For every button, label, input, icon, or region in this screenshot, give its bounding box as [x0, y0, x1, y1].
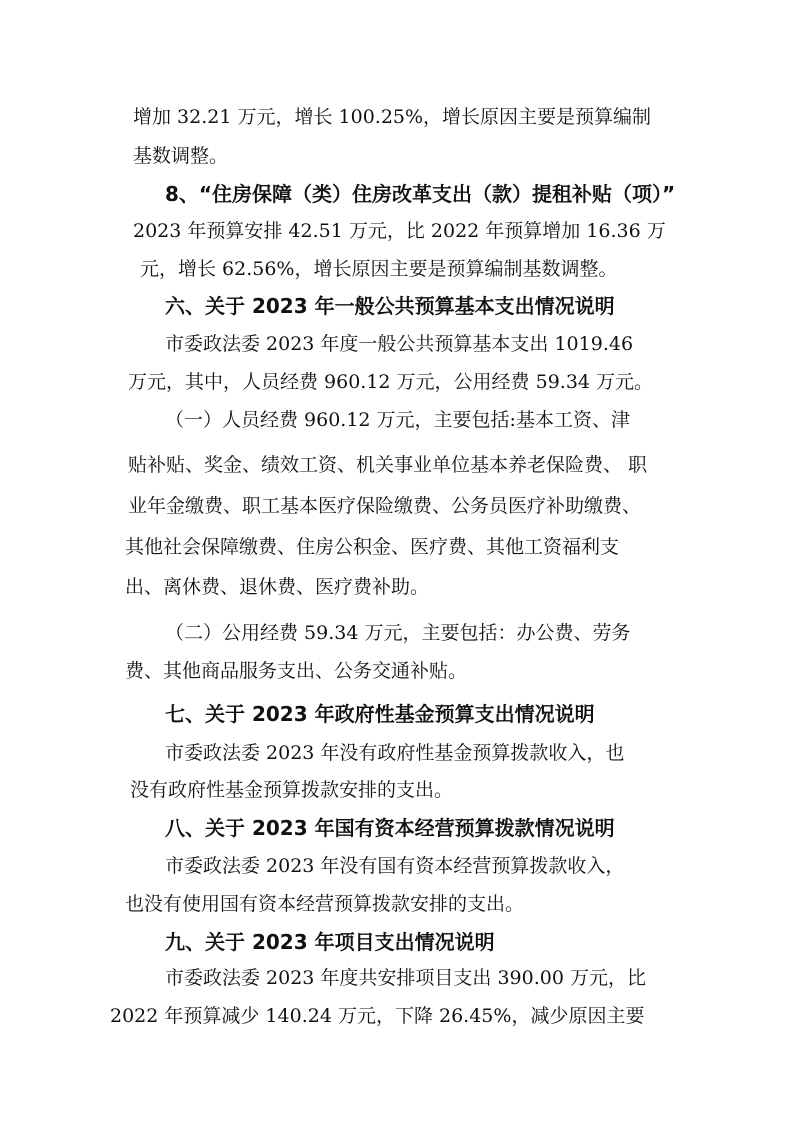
section-heading: 六、关于 2023 年一般公共预算基本支出情况说明 [165, 294, 615, 318]
paragraph-line: 也没有使用国有资本经营预算拨款安排的支出。 [125, 893, 525, 915]
paragraph-line: 业年金缴费、职工基本医疗保险缴费、公务员医疗补助缴费、 [128, 495, 642, 517]
paragraph-line: 2022 年预算减少 140.24 万元，下降 26.45%，减少原因主要 [110, 1005, 645, 1027]
section-heading: 八、关于 2023 年国有资本经营预算拨款情况说明 [165, 816, 615, 840]
paragraph-line: 出、离休费、退休费、医疗费补助。 [125, 576, 430, 598]
paragraph-line: 增加 32.21 万元，增长 100.25%，增长原因主要是预算编制 [133, 106, 652, 128]
paragraph-line: 贴补贴、奖金、绩效工资、机关事业单位基本养老保险费、 职 [128, 454, 648, 476]
section-heading: 七、关于 2023 年政府性基金预算支出情况说明 [165, 702, 595, 726]
paragraph-line: 市委政法委 2023 年没有国有资本经营预算拨款收入， [165, 855, 625, 877]
section-heading: 8、“住房保障（类）住房改革支出（款）提租补贴（项）” [165, 182, 676, 206]
section-heading: 九、关于 2023 年项目支出情况说明 [165, 930, 495, 954]
paragraph-line: 市委政法委 2023 年度一般公共预算基本支出 1019.46 [165, 333, 634, 355]
paragraph-line: 市委政法委 2023 年没有政府性基金预算拨款收入，也 [165, 742, 625, 764]
paragraph-line: 其他社会保障缴费、住房公积金、医疗费、其他工资福利支 [125, 536, 620, 558]
paragraph-line: 元，增长 62.56%，增长原因主要是预算编制基数调整。 [140, 258, 618, 280]
paragraph-line: （二）公用经费 59.34 万元，主要包括：办公费、劳务 [165, 622, 631, 644]
paragraph-line: 费、其他商品服务支出、公务交通补贴。 [125, 660, 468, 682]
paragraph-line: 基数调整。 [133, 145, 229, 167]
paragraph-line: 2023 年预算安排 42.51 万元，比 2022 年预算增加 16.36 万 [133, 220, 666, 242]
paragraph-line: 没有政府性基金预算拨款安排的支出。 [130, 779, 454, 801]
paragraph-line: 市委政法委 2023 年度共安排项目支出 390.00 万元，比 [165, 967, 646, 989]
paragraph-line: 万元，其中，人员经费 960.12 万元，公用经费 59.34 万元。 [128, 371, 654, 393]
paragraph-line: （一）人员经费 960.12 万元，主要包括:基本工资、津 [165, 409, 630, 431]
